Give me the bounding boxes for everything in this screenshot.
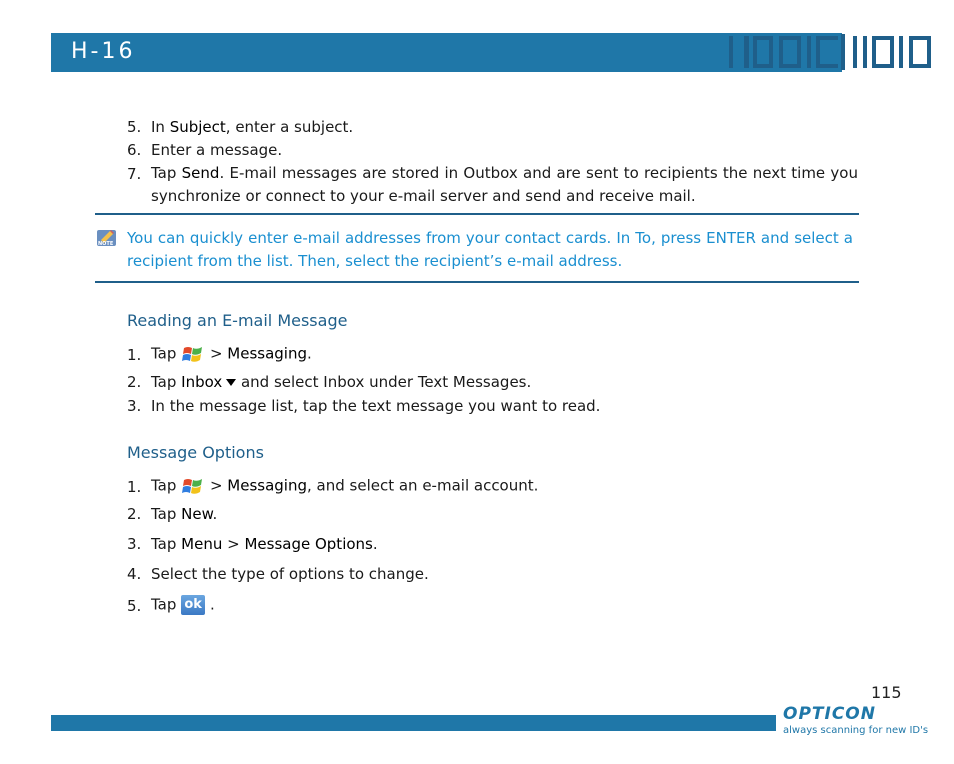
ui-term: Send <box>181 164 220 182</box>
section-heading-reading: Reading an E-mail Message <box>127 311 348 330</box>
step-number: 4. <box>127 565 142 583</box>
section-heading-options: Message Options <box>127 443 264 462</box>
note-text: You can quickly enter e-mail addresses from your contact cards. In To, press ENTER and select a recipient from the list. Then, select the recipient’s e-mail address. <box>127 229 853 270</box>
dropdown-arrow-icon <box>226 379 236 386</box>
opticon-logo: OPTICON <box>783 704 876 724</box>
logo-tagline: always scanning for new ID's <box>783 725 929 736</box>
step-number: 6. <box>127 141 142 159</box>
step-text: Tap ok . <box>151 595 215 614</box>
step-text: Tap Send. E-mail messages are stored in Outbox and are sent to recipients the next time you synchronize or connect to your e-mail server and send and receive mail. <box>151 164 858 205</box>
barcode-decoration <box>729 34 934 70</box>
note-bottom-rule <box>95 281 859 283</box>
ui-term: Subject <box>169 118 226 136</box>
step-text: Tap Menu > Message Options. <box>151 535 378 553</box>
page-title: H-16 <box>71 39 136 64</box>
ui-term: Menu <box>181 535 223 553</box>
step-text: Enter a message. <box>151 141 283 159</box>
step-text: Tap > Messaging, and select an e-mail account. <box>151 474 538 498</box>
step-number: 1. <box>127 346 142 364</box>
footer-bar <box>51 715 776 731</box>
step-text: In the message list, tap the text message you want to read. <box>151 397 601 415</box>
step-number: 1. <box>127 478 142 496</box>
step-number: 5. <box>127 118 142 136</box>
step-number: 2. <box>127 373 142 391</box>
step-text: Tap New. <box>151 505 218 523</box>
ui-term: Inbox <box>181 373 223 391</box>
step-number: 2. <box>127 505 142 523</box>
ui-term: Messaging <box>227 476 307 495</box>
step-text: In Subject, enter a subject. <box>151 118 354 136</box>
step-number: 7. <box>127 165 142 183</box>
header-bar <box>51 33 842 72</box>
step-text: Tap Inbox and select Inbox under Text Messages. <box>151 373 532 391</box>
ui-term: New <box>181 505 213 523</box>
note-icon <box>96 228 117 247</box>
windows-start-icon <box>181 474 205 498</box>
page-number: 115 <box>871 683 902 702</box>
ui-term: Message Options <box>244 535 373 553</box>
svg-text:NOTE: NOTE <box>98 241 114 247</box>
step-number: 3. <box>127 397 142 415</box>
ok-button-icon: ok <box>181 595 205 615</box>
step-text: Select the type of options to change. <box>151 565 429 583</box>
step-number: 5. <box>127 597 142 615</box>
step-text: Tap > Messaging. <box>151 342 312 366</box>
note-top-rule <box>95 213 859 215</box>
step-number: 3. <box>127 535 142 553</box>
ui-term: Messaging <box>227 344 307 363</box>
windows-start-icon <box>181 342 205 366</box>
